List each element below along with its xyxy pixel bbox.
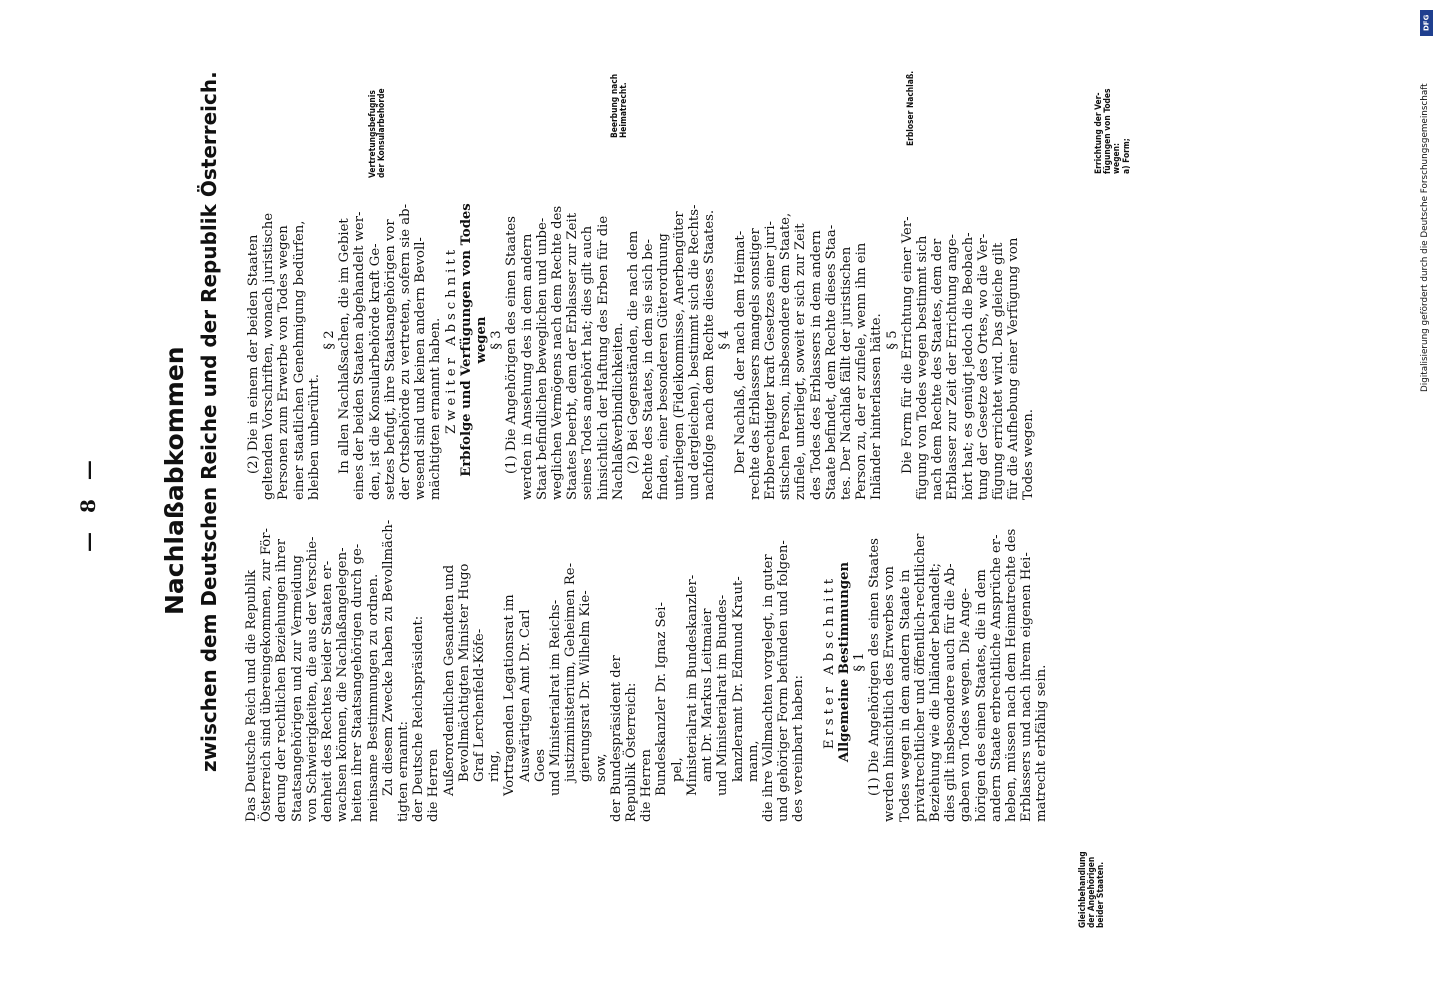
text-line: nachfolge nach dem Rechte dieses Staates. [702,209,718,500]
margin-note-equal-treatment [1078,851,1106,928]
text-line: (2) Bei Gegenständen, die nach dem [626,230,642,474]
text-line: Zu diesem Zwecke haben zu Bevollmäch- [380,519,396,796]
margin-note-line: Erbloser Nachlaß. [905,70,915,146]
text-line: pel, [669,757,685,782]
text-line: kanzleramt Dr. Edmund Kraut- [730,576,746,782]
margin-note-line: Beerbung nach [609,73,619,138]
text-line: Erbberechtigter kraft Gesetzes einer juri- [762,221,778,500]
text-line: und dergleichen), bestimmt sich die Rechts- [686,204,702,500]
text-line: justizministerium, Geheimen Re- [563,562,579,782]
margin-note-inheritance-law [610,74,628,138]
text-line: die ihre Vollmachten vorgelegt, in guter [760,554,776,822]
text-line: Graf Lerchenfeld-Köfe- [472,628,488,782]
margin-note-line: beider Staaten. [1095,861,1106,928]
text-line: und Ministerialrat im Bundes- [715,594,731,796]
text-line: Staates beerbt, dem der Erblasser zur Zeit [565,213,581,500]
text-line: denheit des Rechtes beider Staaten er- [320,560,336,822]
text-line: rechte des Erblassers mangels sonstiger [747,228,763,500]
text-line: Todes wegen. [1021,409,1037,500]
text-line: die Herren [426,749,442,822]
text-line: § 5 [884,330,900,350]
margin-note-line: Vertretungsbefugnis [367,90,377,178]
text-line: Republik Österreich: [624,682,640,822]
text-line: § 2 [322,330,338,350]
text-line: und gehöriger Form befunden und folgen- [776,540,792,822]
text-line: des vereinbart haben: [791,675,807,822]
text-line: Erblassers und nach ihrem eigenen Hei- [1019,552,1035,822]
text-line: unterliegen (Fideikommisse, Anerbengüter [671,211,687,500]
margin-note-line: Heimatrecht. [618,82,629,138]
margin-note-line: a) Form; [1120,138,1131,174]
text-line: Das Deutsche Reich und die Republik [244,569,259,822]
page-number: — 8 — [76,454,100,552]
text-column-right [246,180,1037,500]
text-line: matrecht erbfähig sein. [1034,664,1050,822]
text-line: Der Nachlaß, der nach dem Heimat- [732,230,748,474]
text-line: Personen zum Erwerbe von Todes wegen [276,225,292,500]
text-line: Erbfolge und Verfügungen von Todes [458,203,474,477]
text-line: geltenden Vorschriften, wonach juristische [261,212,277,500]
text-line: mächtigten ernannt haben. [428,317,444,500]
margin-note-line: der Angehörigen [1086,856,1097,928]
text-line: tigten ernannt: [396,721,412,822]
text-line: den, ist die Konsularbehörde kraft Ge- [367,243,383,500]
text-line: privatrechtlicher und öffentlich-rechtlicher [912,533,928,822]
text-line: Ministerialrat im Bundeskanzler- [684,574,700,796]
text-line: nach dem Rechte des Staates, dem der [930,238,946,500]
text-line: dies gilt insbesondere auch für die Ab- [943,563,959,822]
document-title: Nachlaßabkommen [160,346,189,615]
text-line: heben, müssen nach dem Heimatrechte des [1003,528,1019,822]
text-line: Staat befindlichen beweglichen und unbe- [534,217,550,500]
text-line: ring, [487,750,503,782]
text-line: Außerordentlichen Gesandten und [441,564,457,796]
text-line: der Deutsche Reichspräsident: [411,615,427,822]
text-line: tes. Der Nachlaß fällt der juristischen [838,246,854,500]
text-line: In allen Nachlaßsachen, die im Gebiet [337,218,353,474]
text-line: meinsame Bestimmungen zu ordnen. [365,573,381,822]
margin-note-heirless-estate [906,71,915,146]
text-line: tung der Gesetze des Ortes, wo die Ver- [975,233,991,500]
margin-note-line: wegen: [1111,143,1122,174]
text-line: wegen [474,316,490,364]
text-line: Allgemeine Bestimmungen [836,561,852,763]
text-line: wesend sind und keinen andern Bevoll- [413,237,429,500]
text-line: hinsichtlich der Haftung des Erben für die [595,215,611,500]
text-line: Todes wegen in dem andern Staate in [897,569,913,822]
text-line: Erster Abschnitt [821,574,837,750]
margin-note-form-of-dispositions [1094,88,1131,174]
text-line: Auswärtigen Amt Dr. Carl [517,609,533,782]
text-line: Staatsangehörigen und zur Vermeidung [289,555,305,822]
text-line: werden hinsichtlich des Erwerbes von [882,566,898,822]
margin-note-line: fügungen von Todes [1102,88,1113,174]
text-line: § 3 [489,330,505,350]
text-line: weglichen Vermögens nach dem Rechte des [550,205,566,500]
text-line: gierungsrat Dr. Wilhelm Kie- [578,590,594,782]
text-line: Inländer hinterlassen hätte. [869,313,885,500]
document-subtitle: zwischen dem Deutschen Reiche und der Republik Österreich. [197,71,221,772]
text-line: mann, [745,740,761,782]
text-line: derung der rechtlichen Beziehungen ihrer [274,538,290,822]
margin-note-consular-authority [368,88,386,178]
margin-note-line: Errichtung der Ver- [1093,92,1103,174]
text-line: hört hat; es genügt jedoch die Beobach- [960,232,976,500]
text-line: heiten ihrer Staatsangehörigen durch ge- [350,543,366,822]
margin-note-line: Gleichbehandlung [1077,851,1087,928]
text-line: setzes befugt, ihre Staatsangehörigen vor [382,219,398,500]
text-line: Rechte des Staates, in dem sie sich be- [641,238,657,500]
text-line: Erblasser zur Zeit der Errichtung ange- [945,234,961,500]
text-line: Goes [532,748,548,782]
text-line: werden in Ansehung des in dem andern [519,233,535,500]
text-line: eines der beiden Staaten abgehandelt wer- [352,211,368,500]
text-line: finden, einer besonderen Güterordnung [656,233,672,500]
margin-note-line: der Konsularbehörde [376,88,387,178]
text-line: fügung errichtet wird. Das gleiche gilt [990,242,1006,500]
text-line: seines Todes angehört hat; dies gilt auch [580,225,596,500]
text-line: wachsen können, die Nachlaßangelegen- [335,547,351,822]
text-line: (1) Die Angehörigen des einen Staates [867,538,883,796]
text-column-left [244,502,1050,822]
text-line: zufiele, unterliegt, soweit er sich zur Zeit [793,223,809,500]
text-line: für die Aufhebung einer Verfügung von [1006,237,1022,500]
dfg-logo: DFG [1420,10,1433,36]
text-line: amt Dr. Markus Leitmaier [700,608,716,782]
text-line: Vortragenden Legationsrat im [502,594,518,796]
text-line: (1) Die Angehörigen des einen Staates [504,216,520,474]
text-line: § 4 [717,330,733,350]
text-line: Nachlaßverbindlichkeiten. [610,322,626,500]
text-line [807,502,822,822]
text-line: von Schwierigkeiten, die aus der Verschie- [304,536,320,822]
text-line: Österreich sind übereingekommen, zur För- [259,528,275,822]
text-line: des Todes des Erblassers in dem andern [808,230,824,500]
text-line: andern Staate erbrechtliche Ansprüche er- [988,534,1004,822]
text-line: die Herren [639,749,655,822]
text-line: gaben von Todes wegen. Die Ange- [958,588,974,822]
text-line: fügung von Todes wegen bestimmt sich [914,235,930,500]
text-line: § 1 [851,652,867,672]
text-line: Bundeskanzler Dr. Ignaz Sei- [654,602,670,796]
text-line: Staate befindet, dem Rechte dieses Staa- [823,224,839,500]
text-line: Bevollmächtigten Minister Hugo [456,563,472,782]
text-line: einer staatlichen Genehmigung bedürfen, [291,220,307,500]
text-line: Die Form für die Errichtung einer Ver- [899,216,915,474]
text-line: der Ortsbehörde zu vertreten, sofern sie ab- [398,203,414,500]
text-line: Zweiter Abschnitt [443,246,459,434]
text-line: stischen Person, insbesondere dem Staate, [778,212,794,500]
text-line: sow, [593,753,609,782]
text-line: bleiben unberührt. [306,374,322,500]
text-line: hörigen des einen Staates, die in dem [973,569,989,822]
text-line: der Bundespräsident der [608,655,624,822]
text-line: Person zu, der er zufiele, wenn ihn ein [854,242,870,500]
text-line: und Ministerialrat im Reichs- [548,599,564,796]
digitization-credit: Digitalisierung gefördert durch die Deutsche Forschungsgemeinschaft [1420,83,1430,392]
text-line: Beziehung wie die Inländer behandelt; [927,562,943,822]
text-line: (2) Die in einem der beiden Staaten [246,234,261,474]
